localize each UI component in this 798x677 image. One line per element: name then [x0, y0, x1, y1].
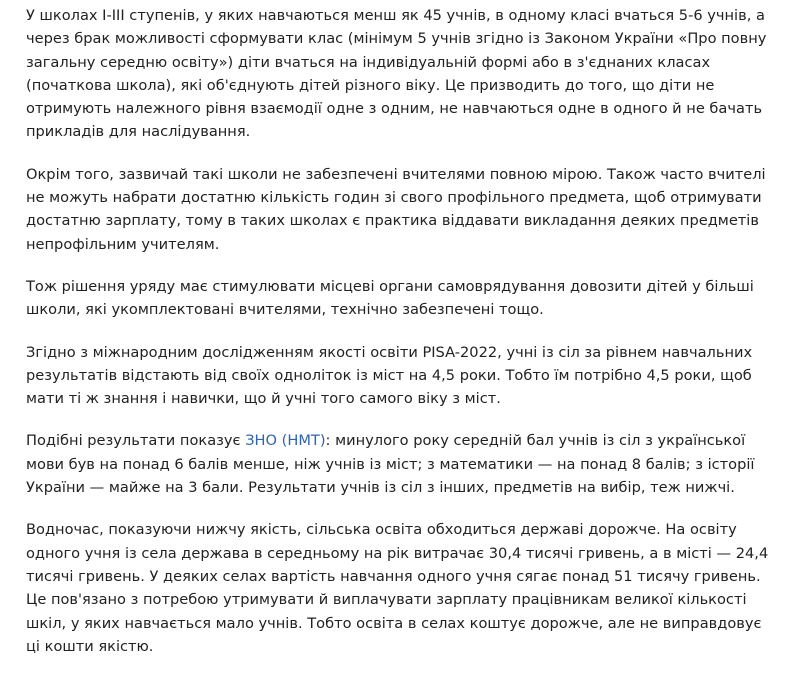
paragraph-zno-details: : минулого року середній бал учнів із сіл з української мови був на понад 6 балів менше, ніж учнів із міст; з математики — на понад 8 балів; з історії України — майже на 3 бали. Результати учнів із сіл з інших, предметів на вибір, теж нижчі. [26, 432, 755, 497]
paragraph-education-cost: Водночас, показуючи нижчу якість, сільська освіта обходиться державі дорожче. На освіту одного учня із села держава в середньому на рік витрачає 30,4 тисячі гривень, а в місті — 24,4 тисячі гривень. У деяких селах вартість навчання одного учня сягає понад 51 тисячу гривень. Це пов'язано з потребою утримувати й виплачувати зарплату працівникам великої кількості шкіл, у яких навчається мало учнів. Тобто освіта в селах коштує дорожче, але не виправдовує ці кошти якістю. [26, 521, 769, 655]
paragraph-small-schools: У школах І-ІІІ ступенів, у яких навчаються менш як 45 учнів, в одному класі вчаться 5-6 учнів, а через брак можливості сформувати клас (мінімум 5 учнів згідно із Законом України «Про повну загальну середню освіту») діти вчаться на індивідуальній формі або в з'єднаних класах (початкова школа), які об'єднують дітей різного віку. Це призводить до того, що діти не отримують належного рівня взаємодії одне з одним, не навчаються одне в одного й не бачать прикладів для наслідування. [26, 7, 767, 141]
paragraph-teachers-shortage: Окрім того, зазвичай такі школи не забезпечені вчителями повною мірою. Також часто вчителі не можуть набрати достатню кількість годин зі свого профільного предмета, щоб отримувати достатню зарплату, тому в таких школах є практика віддавати викладання деяких предметів непрофільним учителям. [26, 165, 766, 253]
zno-nmt-link[interactable]: ЗНО (НМТ) [245, 432, 326, 450]
paragraph-government-decision: Тож рішення уряду має стимулювати місцеві органи самоврядування довозити дітей у більші школи, які укомплектовані вчителями, технічно забезпечені тощо. [26, 277, 754, 319]
paragraph-zno-results [26, 429, 778, 499]
paragraph-pisa-results: Згідно з міжнародним дослідженням якості освіти PISA-2022, учні із сіл за рівнем навчальних результатів відстають від своїх одноліток із міст на 4,5 роки. Тобто їм потрібно 4,5 роки, щоб мати ті ж знання і навички, що й учні того самого віку з міст. [26, 343, 753, 408]
paragraph-zno-intro: Подібні результати показує [26, 432, 246, 450]
article-body [26, 4, 778, 677]
